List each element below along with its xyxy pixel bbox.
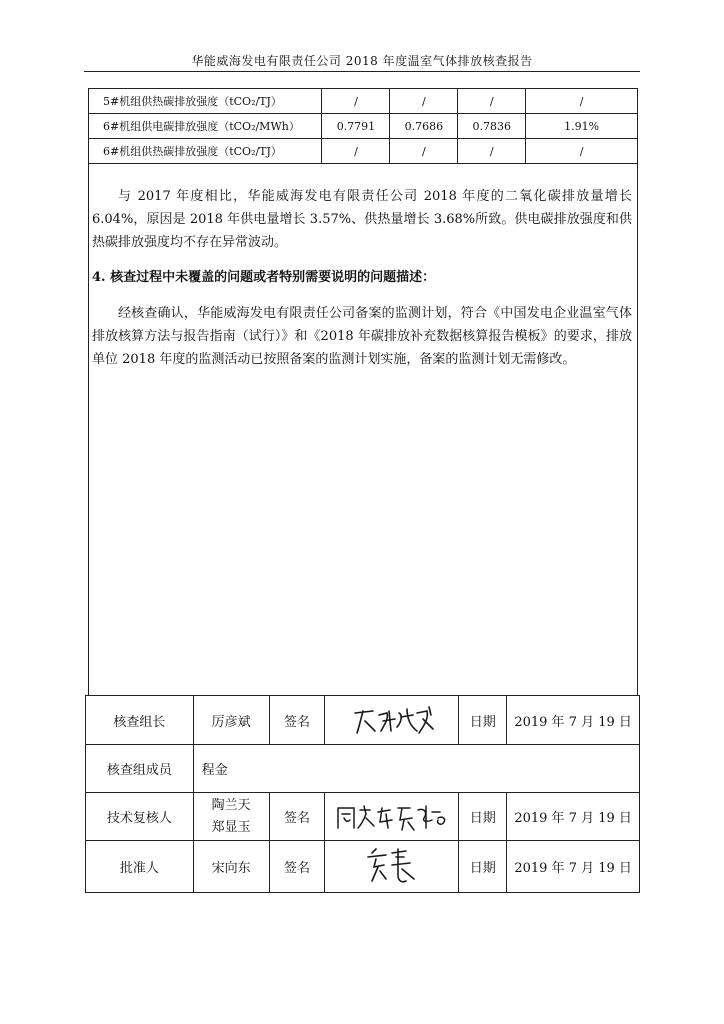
table-cell: / bbox=[526, 139, 638, 164]
sign-date: 2019 年 7 月 19 日 bbox=[507, 696, 640, 745]
table-cell: / bbox=[322, 89, 390, 114]
table-row bbox=[89, 139, 638, 164]
row-label: 6#机组供电碳排放强度（tCO₂/MWh） bbox=[89, 114, 322, 139]
signature-cell bbox=[325, 793, 459, 841]
sign-label: 签名 bbox=[269, 696, 325, 745]
row-label: 5#机组供热碳排放强度（tCO₂/TJ） bbox=[89, 89, 322, 114]
table-cell: 0.7791 bbox=[322, 114, 390, 139]
table-cell: / bbox=[458, 139, 526, 164]
date-label: 日期 bbox=[459, 696, 507, 745]
emission-intensity-table bbox=[88, 88, 638, 164]
role-label: 技术复核人 bbox=[86, 793, 194, 841]
summary-paragraph: 与 2017 年度相比，华能威海发电有限责任公司 2018 年度的二氧化碳排放量增长 6.04%，原因是 2018 年供电量增长 3.57%、供热量增长 3.68%所致。供电碳排放强度和供热碳排放强度均不存在异常波动。 bbox=[92, 189, 632, 250]
page-header: 华能威海发电有限责任公司 2018 年度温室气体排放核查报告 bbox=[191, 54, 533, 68]
table-row bbox=[86, 745, 640, 793]
table-row bbox=[86, 793, 640, 841]
reviewer-name: 陶兰天 bbox=[211, 797, 251, 813]
table-cell: / bbox=[322, 139, 390, 164]
role-label: 批准人 bbox=[86, 841, 194, 893]
table-row bbox=[86, 696, 640, 745]
date-label: 日期 bbox=[459, 793, 507, 841]
table-cell: 0.7686 bbox=[390, 114, 458, 139]
sign-label: 签名 bbox=[269, 793, 325, 841]
signature-image bbox=[332, 800, 452, 834]
role-label: 核查组长 bbox=[86, 696, 194, 745]
signature-image bbox=[347, 701, 437, 739]
table-row bbox=[86, 841, 640, 893]
table-row bbox=[89, 89, 638, 114]
header-rule bbox=[84, 71, 640, 72]
table-cell: 1.91% bbox=[526, 114, 638, 139]
table-cell: / bbox=[390, 139, 458, 164]
sign-date: 2019 年 7 月 19 日 bbox=[507, 793, 640, 841]
table-cell: 0.7836 bbox=[458, 114, 526, 139]
section-4-title: 4. 核查过程中未覆盖的问题或者特别需要说明的问题描述： bbox=[92, 270, 436, 285]
reviewer-names bbox=[193, 793, 269, 841]
table-cell: / bbox=[526, 89, 638, 114]
reviewer-name: 郑显玉 bbox=[211, 819, 251, 835]
table-cell: / bbox=[458, 89, 526, 114]
sign-date: 2019 年 7 月 19 日 bbox=[507, 841, 640, 893]
table-row bbox=[89, 114, 638, 139]
table-cell: / bbox=[390, 89, 458, 114]
reviewer-name: 程金 bbox=[193, 745, 639, 793]
role-label: 核查组成员 bbox=[86, 745, 194, 793]
signoff-table bbox=[85, 695, 640, 893]
reviewer-name: 宋向东 bbox=[193, 841, 269, 893]
signature-image bbox=[362, 845, 422, 889]
date-label: 日期 bbox=[459, 841, 507, 893]
row-label: 6#机组供热碳排放强度（tCO₂/TJ） bbox=[89, 139, 322, 164]
reviewer-name: 厉彦斌 bbox=[193, 696, 269, 745]
report-frame bbox=[88, 88, 638, 695]
signature-cell bbox=[325, 841, 459, 893]
signature-cell bbox=[325, 696, 459, 745]
sign-label: 签名 bbox=[269, 841, 325, 893]
section-4-body: 经核查确认，华能威海发电有限责任公司备案的监测计划，符合《中国发电企业温室气体排放核算方法与报告指南（试行）》和《2018 年碳排放补充数据核算报告模板》的要求，排放单位 2018 年度的监测活动已按照备案的监测计划实施，备案的监测计划无需修改。 bbox=[92, 306, 632, 367]
